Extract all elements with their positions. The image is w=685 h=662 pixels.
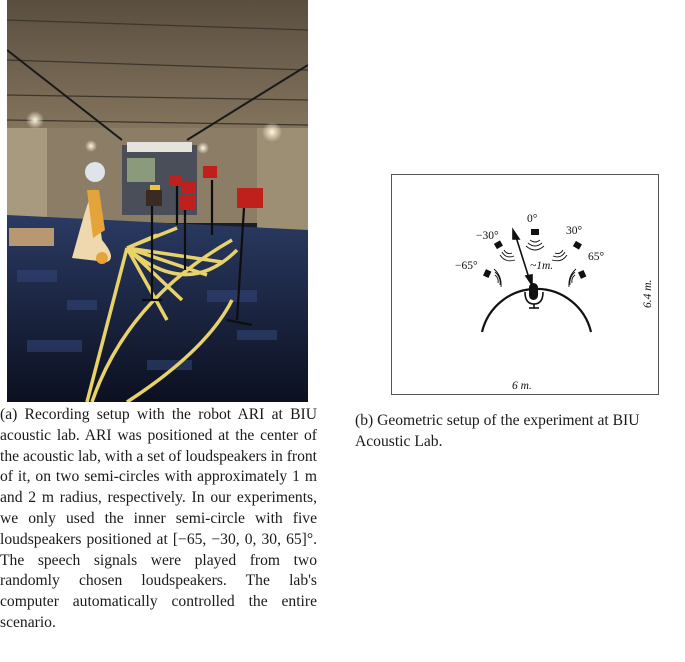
angle-label-0: 0° — [527, 213, 538, 225]
caption-b: (b) Geometric setup of the experiment at BIU Acoustic Lab. — [355, 412, 640, 450]
microphone-icon — [525, 283, 543, 308]
angle-label-minus30: −30° — [476, 230, 499, 242]
caption-a: (a) Recording setup with the robot ARI at BIU acoustic lab. ARI was positioned at the center of the acoustic lab, with a set of loudspeakers in front of it, on two semi-circles with approximately 1 m and 2 m radius, respectively. In our experiments, we only used the inner semi-circle with five loudspeakers positioned at [−65, −30, 0, 30, 65]°. The speech signals were played from two randomly chosen loudspeakers. The lab's computer automatically controlled the entire scenario. — [0, 406, 317, 631]
angle-label-65: 65° — [588, 251, 605, 263]
geometric-setup-diagram — [391, 174, 659, 395]
height-label: 6.4 m. — [642, 279, 654, 308]
radius-arrow — [513, 230, 532, 285]
lab-photo-illustration — [7, 0, 308, 402]
angle-label-30: 30° — [566, 225, 583, 237]
lab-photo — [7, 0, 308, 402]
width-label: 6 m. — [512, 380, 532, 392]
radius-label: ~1m. — [530, 260, 554, 272]
angle-label-minus65: −65° — [455, 260, 478, 272]
